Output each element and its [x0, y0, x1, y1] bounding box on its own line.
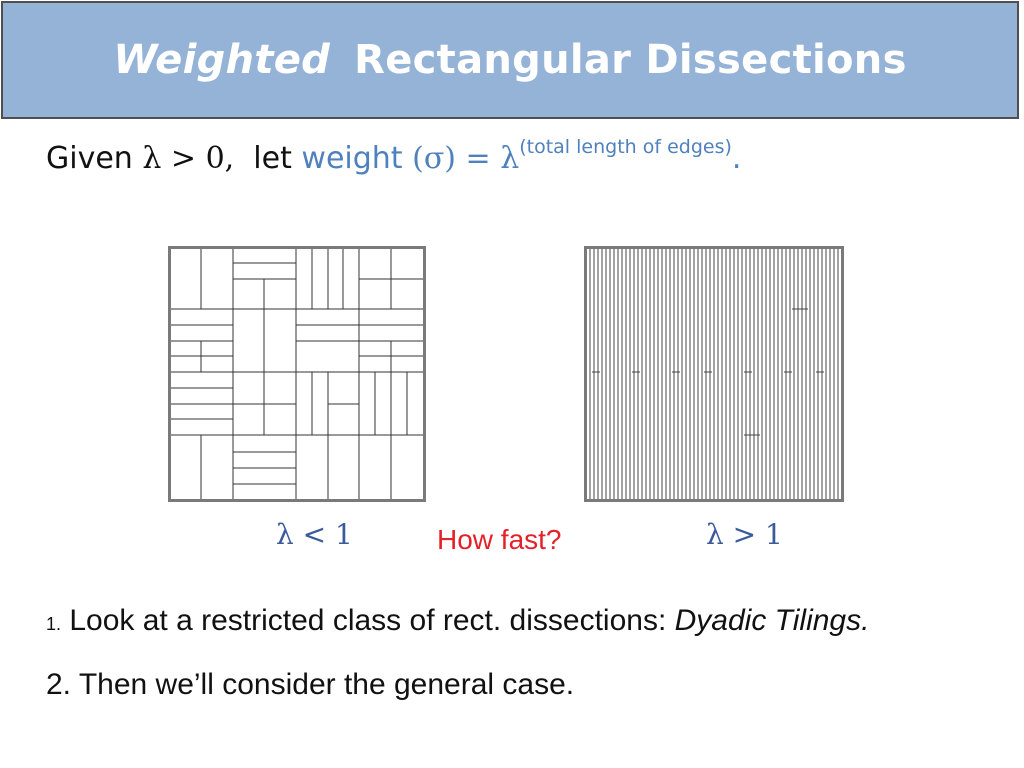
- definition-line: [46, 136, 742, 176]
- let-word: let: [253, 141, 292, 176]
- right-tiling-figure: [584, 246, 844, 502]
- formula-period: .: [731, 141, 742, 176]
- lambda-condition: λ > 0,: [142, 141, 235, 176]
- title-italic: Weighted: [113, 37, 331, 83]
- lambda-greater-than-one-label: λ > 1: [706, 518, 783, 551]
- weight-word: weight: [301, 141, 403, 176]
- given-word: Given: [46, 141, 133, 176]
- point-2-text: Then we’ll consider the general case.: [78, 668, 575, 701]
- how-fast-question: How fast?: [437, 524, 562, 555]
- lambda-less-than-one-label: λ < 1: [276, 518, 353, 551]
- point-2-number: 2.: [46, 668, 72, 701]
- title-rest: Rectangular Dissections: [354, 37, 907, 83]
- point-2: [46, 668, 574, 702]
- weight-formula: (σ) = λ: [412, 141, 520, 176]
- left-tiling-figure: [168, 246, 426, 502]
- point-1: [46, 604, 869, 638]
- point-1-number: 1.: [46, 614, 62, 634]
- title-bar: [1, 1, 1019, 119]
- slide-title: [113, 37, 906, 83]
- point-1-italic: Dyadic Tilings.: [674, 604, 870, 637]
- weight-exponent: (total length of edges): [519, 136, 732, 158]
- point-1-text: Look at a restricted class of rect. dissections:: [69, 604, 667, 637]
